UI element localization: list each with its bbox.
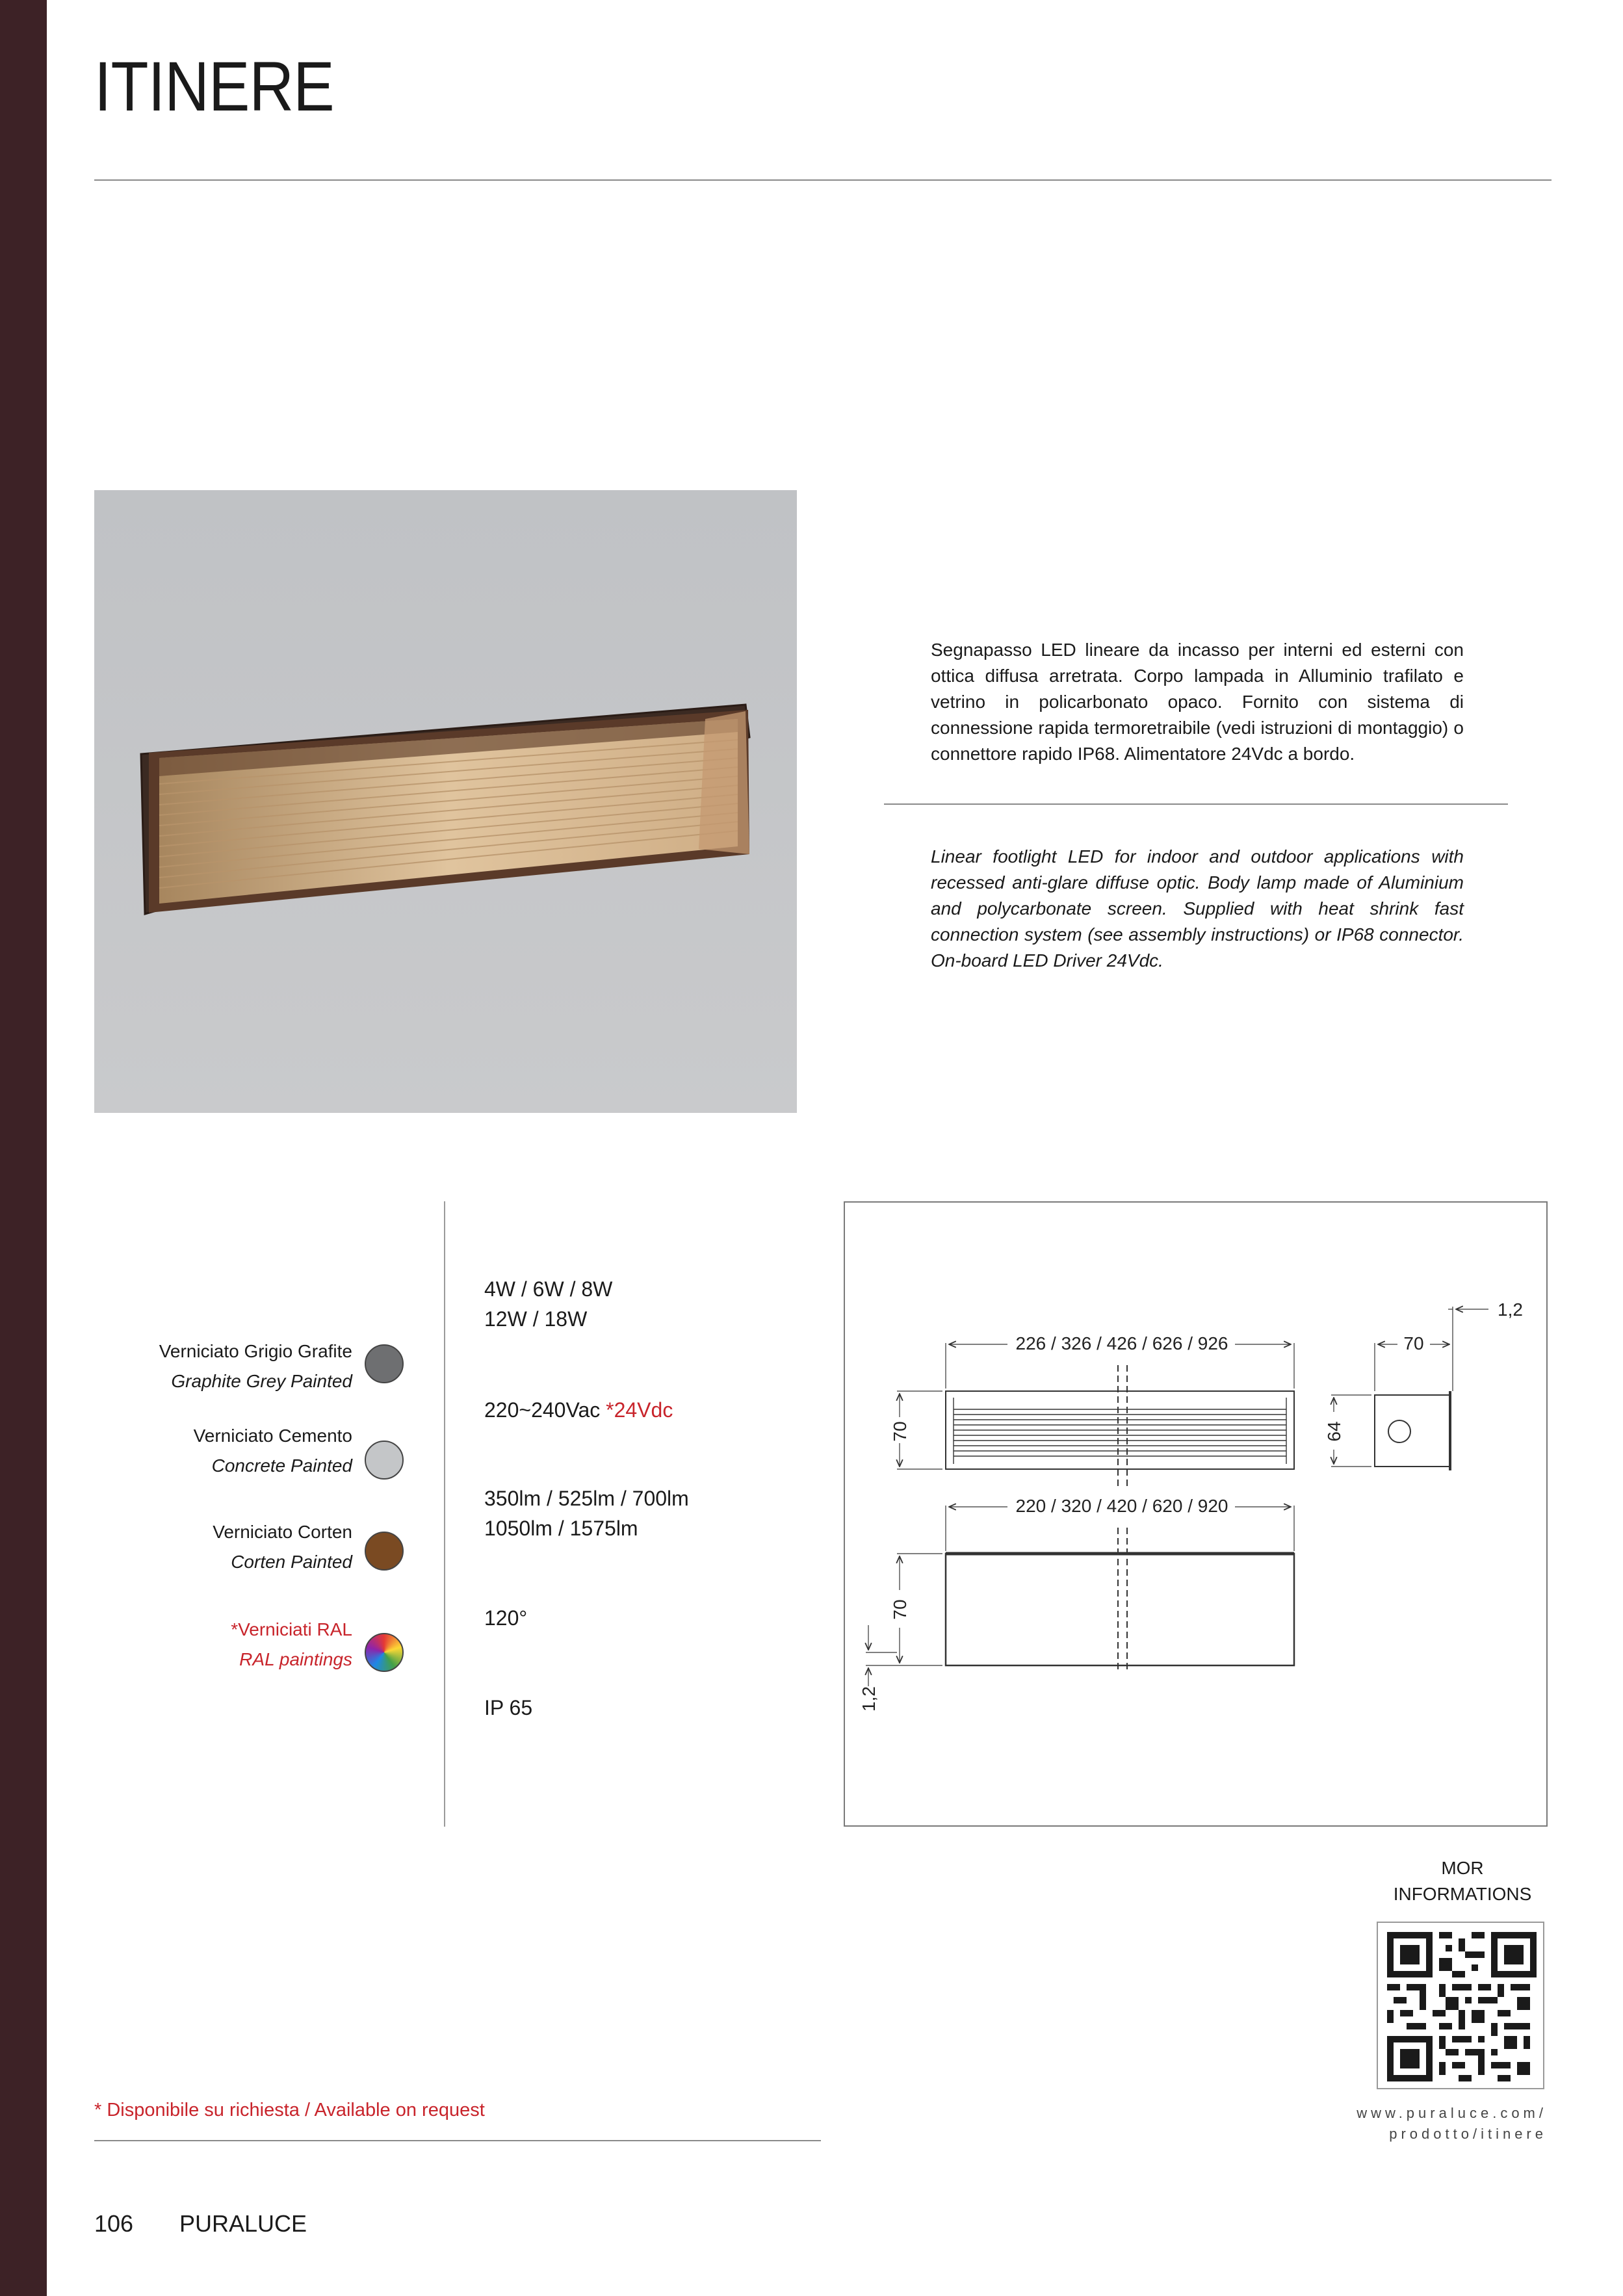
side-color-bar: [0, 0, 47, 2296]
dim-flange-bottom: 1,2: [859, 1686, 879, 1712]
product-url-line1[interactable]: www.puraluce.com/: [1357, 2105, 1547, 2121]
more-info-line1: MOR: [1441, 1858, 1484, 1878]
finish-corten-it: Verniciato Corten: [213, 1522, 352, 1542]
spec-power-line1: 4W / 6W / 8W: [484, 1277, 613, 1301]
concrete-swatch-icon: [365, 1441, 404, 1480]
specs-divider: [444, 1201, 445, 1827]
graphite-swatch-icon: [365, 1344, 404, 1383]
spec-power: [484, 1274, 612, 1334]
description-italian: Segnapasso LED lineare da incasso per interni ed esterni con ottica diffusa arretrata. Corpo lampada in Alluminio trafilato e vetrino in policarbonato opaco. Fornito con sistema di connessione rapida termoretraibile (vedi istruzioni di montaggio) o connettore rapido IP68. Alimentatore 24Vdc a bordo.: [931, 640, 1464, 764]
finish-ral-en: RAL paintings: [239, 1649, 352, 1669]
dim-body-lengths: 220 / 320 / 420 / 620 / 920: [1015, 1496, 1228, 1516]
dim-body-height: 70: [890, 1599, 910, 1620]
title-divider: [94, 179, 1552, 181]
ral-color-wheel-icon: [365, 1633, 404, 1672]
finish-concrete: [97, 1421, 352, 1481]
qr-code-icon[interactable]: [1377, 1922, 1544, 2089]
dim-frame-lengths: 226 / 326 / 426 / 626 / 926: [1015, 1333, 1228, 1353]
brand-name: PURALUCE: [179, 2210, 307, 2237]
finish-concrete-en: Concrete Painted: [211, 1455, 352, 1476]
footnote-divider: [94, 2140, 821, 2141]
description-divider: [884, 803, 1508, 805]
more-info-line2: INFORMATIONS: [1393, 1884, 1532, 1904]
spec-voltage-option: *24Vdc: [606, 1398, 673, 1422]
product-url-line2[interactable]: prodotto/itinere: [1389, 2126, 1547, 2142]
finish-corten: [97, 1517, 352, 1577]
spec-power-line2: 12W / 18W: [484, 1307, 588, 1331]
dim-flange-top: 1,2: [1498, 1299, 1523, 1320]
finish-graphite-it: Verniciato Grigio Grafite: [159, 1341, 352, 1361]
spec-lumen: [484, 1483, 689, 1543]
finish-ral-it: *Verniciati RAL: [231, 1619, 352, 1639]
finish-corten-en: Corten Painted: [231, 1552, 352, 1572]
product-title: ITINERE: [94, 47, 334, 125]
spec-lumen-line2: 1050lm / 1575lm: [484, 1517, 638, 1540]
spec-beam-angle: 120°: [484, 1606, 528, 1630]
finish-graphite-en: Graphite Grey Painted: [171, 1371, 352, 1391]
finish-graphite: [97, 1337, 352, 1396]
dim-side-width: 70: [1403, 1333, 1424, 1353]
corten-swatch-icon: [365, 1532, 404, 1571]
spec-voltage-value: 220~240Vac: [484, 1398, 601, 1422]
finish-concrete-it: Verniciato Cemento: [193, 1426, 352, 1446]
availability-footnote: * Disponibile su richiesta / Available on request: [94, 2100, 485, 2120]
dim-side-height: 64: [1324, 1421, 1344, 1442]
technical-drawing: [844, 1201, 1548, 1827]
product-photo: [94, 490, 797, 1113]
body-view: [946, 1554, 1294, 1665]
finish-ral: [97, 1615, 352, 1675]
description-english: Linear footlight LED for indoor and outdoor applications with recessed anti-glare diffuse optic. Body lamp made of Aluminium and polycarbonate screen. Supplied with heat shrink fast connection system (see assembly instructions) or IP68 connector. On-board LED Driver 24Vdc.: [931, 846, 1464, 971]
dim-frame-height: 70: [890, 1421, 910, 1442]
page-number: 106: [94, 2210, 134, 2237]
more-info-label: [1352, 1855, 1573, 1907]
spec-lumen-line1: 350lm / 525lm / 700lm: [484, 1487, 689, 1510]
side-view: [1375, 1395, 1450, 1467]
spec-voltage: [484, 1395, 673, 1425]
spec-ip-rating: IP 65: [484, 1696, 533, 1719]
